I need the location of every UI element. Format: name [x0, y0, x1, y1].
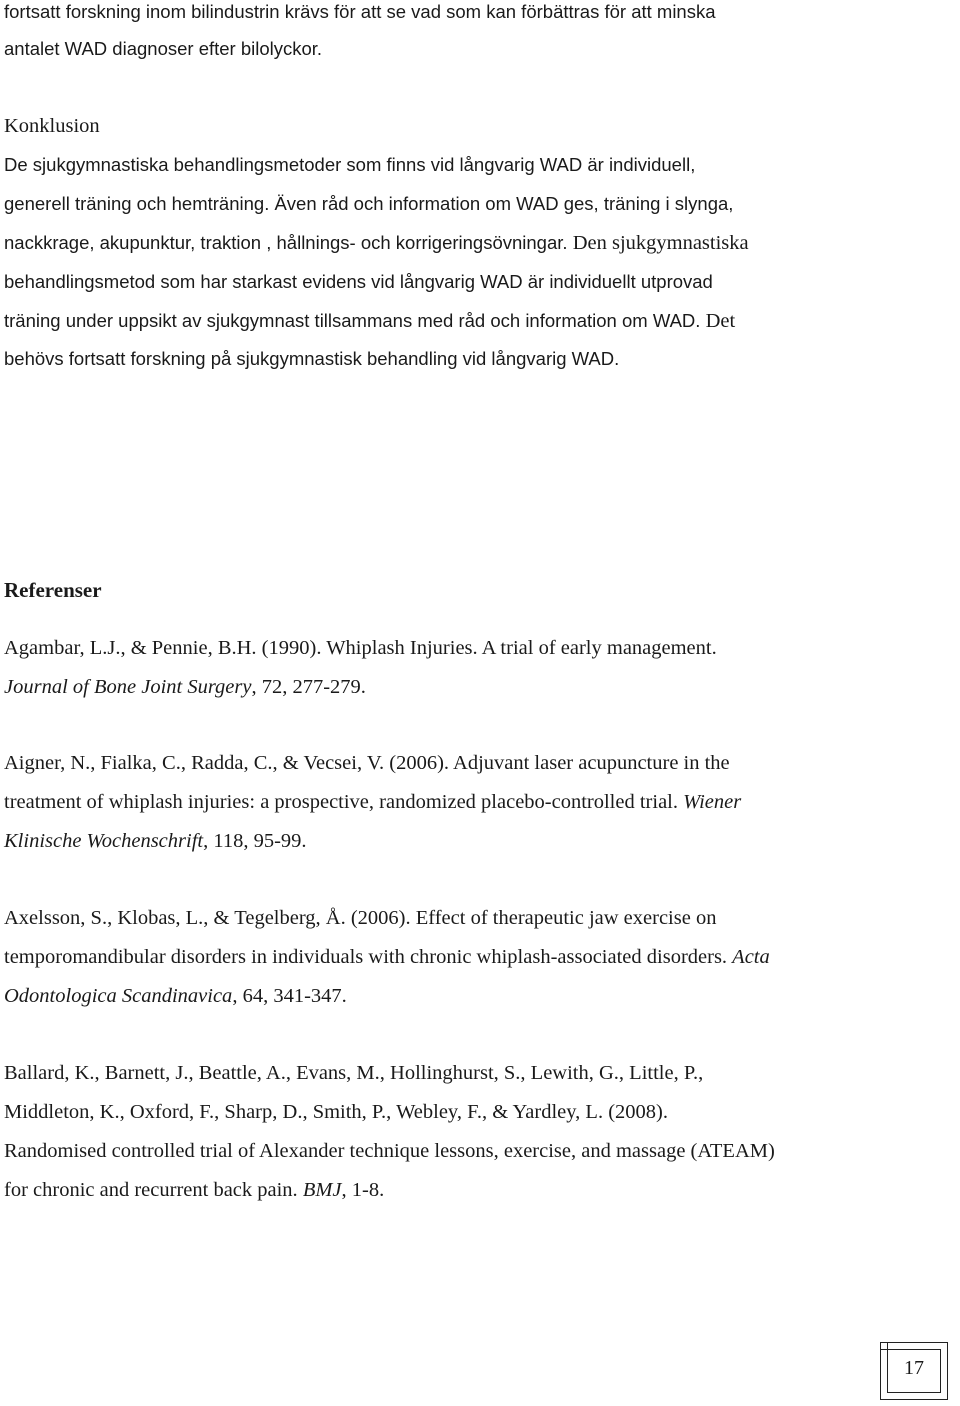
reference-4-title-end: for chronic and recurrent back pain. — [4, 1179, 303, 1201]
reference-3-volume: , 64, 341-347. — [232, 985, 347, 1007]
reference-2-line-2 — [4, 790, 741, 814]
reference-2-line-3 — [4, 829, 307, 853]
conclusion-line-3-serif: Den sjukgymnastiska — [572, 232, 749, 254]
conclusion-line-5 — [4, 309, 735, 333]
reference-4-volume: , 1-8. — [341, 1179, 385, 1201]
references-heading: Referenser — [4, 578, 102, 602]
conclusion-line-5-serif: Det — [705, 310, 736, 332]
conclusion-line-2: generell träning och hemträning. Även råd och information om WAD ges, träning i slynga, — [4, 193, 734, 214]
reference-3-title-text: temporomandibular disorders in individuals with chronic whiplash-associated disorders. — [4, 946, 733, 968]
conclusion-line-1: De sjukgymnastiska behandlingsmetoder som finns vid långvarig WAD är individuell, — [4, 154, 696, 175]
conclusion-line-3 — [4, 231, 749, 255]
intro-line-2: antalet WAD diagnoser efter bilolyckor. — [4, 38, 323, 59]
reference-2-line-1: Aigner, N., Fialka, C., Radda, C., & Vecsei, V. (2006). Adjuvant laser acupuncture in the — [4, 752, 730, 774]
reference-4-line-2: Middleton, K., Oxford, F., Sharp, D., Smith, P., Webley, F., & Yardley, L. (2008). — [4, 1101, 668, 1123]
conclusion-heading: Konklusion — [4, 115, 100, 137]
reference-3-journal-part-1: Acta — [732, 946, 770, 968]
reference-1-line-2 — [4, 675, 366, 699]
conclusion-line-5-text: träning under uppsikt av sjukgymnast tillsammans med råd och information om WAD. — [4, 310, 701, 331]
conclusion-line-4: behandlingsmetod som har starkast evidens vid långvarig WAD är individuellt utprovad — [4, 271, 713, 292]
reference-3-journal-part-2: Odontologica Scandinavica — [4, 985, 233, 1007]
reference-2-volume: , 118, 95-99. — [203, 830, 307, 852]
reference-3-line-2 — [4, 945, 770, 969]
reference-4-line-4 — [4, 1178, 384, 1202]
page-number-box — [880, 1342, 948, 1400]
reference-1-line-1: Agambar, L.J., & Pennie, B.H. (1990). Whiplash Injuries. A trial of early management. — [4, 637, 717, 659]
reference-1-volume: , 72, 277-279. — [251, 676, 366, 698]
reference-3-line-3 — [4, 984, 347, 1008]
reference-2-title-text: treatment of whiplash injuries: a prospective, randomized placebo-controlled trial. — [4, 791, 684, 813]
reference-4-line-3: Randomised controlled trial of Alexander technique lessons, exercise, and massage (ATEAM) — [4, 1140, 775, 1162]
page-number-corner-line-vertical — [887, 1342, 888, 1350]
reference-2-journal-part-1: Wiener — [683, 791, 742, 813]
intro-line-1: fortsatt forskning inom bilindustrin krävs för att se vad som kan förbättras för att minska — [4, 1, 716, 22]
reference-3-line-1: Axelsson, S., Klobas, L., & Tegelberg, Å. (2006). Effect of therapeutic jaw exercise on — [4, 907, 717, 929]
reference-4-journal: BMJ — [302, 1179, 342, 1201]
reference-1-journal: Journal of Bone Joint Surgery — [4, 676, 252, 698]
conclusion-line-3-text: nackkrage, akupunktur, traktion , hållnings- och korrigeringsövningar. — [4, 232, 568, 253]
conclusion-line-6: behövs fortsatt forskning på sjukgymnastisk behandling vid långvarig WAD. — [4, 348, 620, 369]
reference-4-line-1: Ballard, K., Barnett, J., Beattle, A., Evans, M., Hollinghurst, S., Lewith, G., Little, P., — [4, 1062, 704, 1084]
reference-2-journal-part-2: Klinische Wochenschrift — [4, 830, 204, 852]
page-number: 17 — [904, 1357, 924, 1379]
